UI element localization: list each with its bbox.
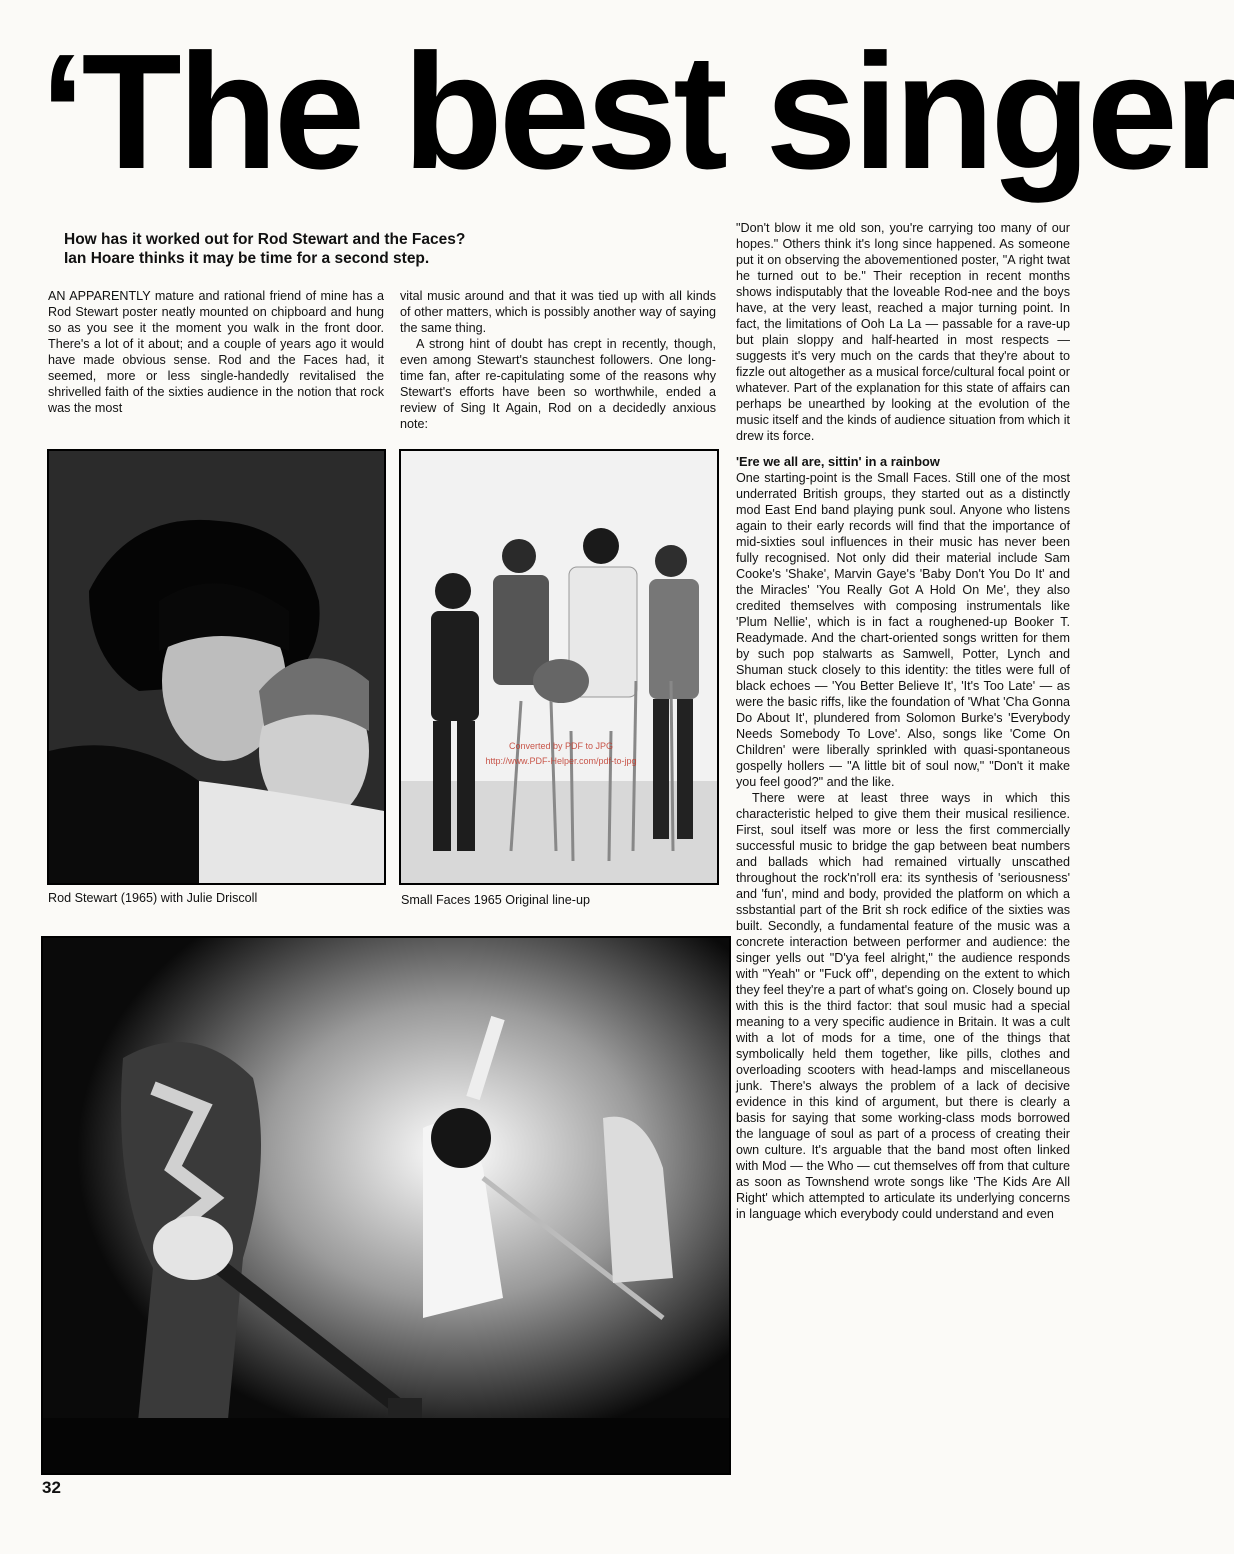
article-column-2	[400, 288, 716, 432]
page-number: 32	[42, 1478, 61, 1497]
photo-caption: Rod Stewart (1965) with Julie Driscoll	[48, 891, 258, 905]
standfirst-line-2: Ian Hoare thinks it may be time for a second step.	[64, 250, 430, 267]
headline: ‘The best singer	[40, 20, 1234, 203]
standfirst	[64, 230, 704, 268]
photo-rod-stewart-julie-driscoll	[47, 449, 386, 885]
photo-caption: Small Faces 1965 Original line-up	[401, 893, 590, 907]
photo-small-faces-lineup	[399, 449, 719, 885]
watermark-text: Converted by PDF to JPG	[508, 741, 614, 751]
photo-faces-live-concert	[41, 936, 731, 1475]
article-column-1	[48, 288, 384, 416]
standfirst-line-1: How has it worked out for Rod Stewart and the Faces?	[64, 231, 466, 248]
article-column-3	[736, 220, 1070, 1222]
paragraph: One starting-point is the Small Faces. Still one of the most underrated British groups, they started out as a distinctly mod East End band playing punk soul. Anyone who listens again to their early records will find that the importance of mid-sixties soul influences in their music has never been fully recognised. Not only did their material include Sam Cooke's 'Shake', Marvin Gaye's 'Baby Don't You Do It' and the Miracles' 'You Really Got A Hold On Me', they also credited themselves with composing instrumentals like 'Plum Nellie', which is in fact a roughened-up Booker T. Readymade. And the chart-oriented songs written for them by such pop stalwarts as Samwell, Potter, Lynch and Shuman stuck closely to this identity: the titles were full of black echoes — 'You Better Believe It', 'It's Too Late' — as were the basic riffs, like the foundation of 'What 'Cha Gonna Do About It', plundered from Solomon Burke's 'Everybody Needs Somebody To Love'. Also, songs like 'Come On Children' were liberally sprinkled with quasi-spontaneous gospelly hollers — "A little bit of soul now," "Don't it make you feel good?" and the like.	[736, 471, 1070, 789]
paragraph: There were at least three ways in which this characteristic helped to give them their musical resilience. First, soul itself was more or less the first commercially successful music to bridge the gap between beat numbers and ballads which had remained virtually unscathed throughout the rock'n'roll era: its synthesis of 'seriousness' and 'fun', mind and body, provided the platform on which a ssbstantial part of the Brit sh rock edifice of the sixties was built. Secondly, a fundamental feature of the music was a concrete interaction between performer and audience: the singer yells out "D'ya feel alright," the audience responds with "Yeah" or "Fuck off", depending on the extent to which they feel they're a part of what's going on. Closely bound up with this is the third factor: that soul music had a special meaning to a very specific audience in Britain. It was a cult with a lot of mods for a time, one of the things that symbolically held them together, like pills, clothes and overloading scooters with head-lamps and miscellaneous junk. There's always the problem of a lack of decisive evidence in this kind of argument, but there is clearly a basis for saying that some working-class mods borrowed the language of soul as part of a process of creating their own culture. It's arguable that the band most often linked with Mod — the Who — cut themselves off from that culture as soon as Townshend wrote songs like 'The Kids Are All Right' which attempted to articulate its underlying concerns in language which everybody could understand and even	[736, 791, 1070, 1221]
section-subhead: 'Ere we all are, sittin' in a rainbow	[736, 454, 940, 469]
paragraph: vital music around and that it was tied up with all kinds of other matters, which is possibly another way of saying the same thing.	[400, 289, 716, 335]
paragraph: A strong hint of doubt has crept in recently, though, even among Stewart's staunchest followers. One long-time fan, after re-capitulating some of the reasons why Stewart's efforts have been so worthwhile, ended a review of Sing It Again, Rod on a decidedly anxious note:	[400, 337, 716, 431]
paragraph: AN APPARENTLY mature and rational friend of mine has a Rod Stewart poster neatly mounted on chipboard and hung so as you see it the moment you walk in the front door. There's a lot of it about; and a couple of years ago it would have made obvious sense. Rod and the Faces had, it seemed, more or less single-handedly revitalised the shrivelled faith of the sixties audience in the notion that rock was the most	[48, 289, 384, 415]
paragraph: "Don't blow it me old son, you're carrying too many of our hopes." Others think it's long since happened. As someone put it on observing the abovementioned poster, "A right twat he turned out to be." Their reception in recent months shows indisputably that the loveable Rod-nee and the boys have, at the very least, reached a major turning point. In fact, the limitations of Ooh La La — passable for a rave-up but plain sloppy and half-hearted in most respects — suggests it's very much on the cards that they're about to fizzle out altogether as a musical force/cultural focal point or whatever. Part of the explanation for this state of affairs can perhaps be unearthed by looking at the evolution of the music itself and the kinds of audience situation from which it drew its force.	[736, 221, 1070, 443]
watermark-url: http://www.PDF-Helper.com/pdf-to-jpg	[485, 756, 637, 766]
